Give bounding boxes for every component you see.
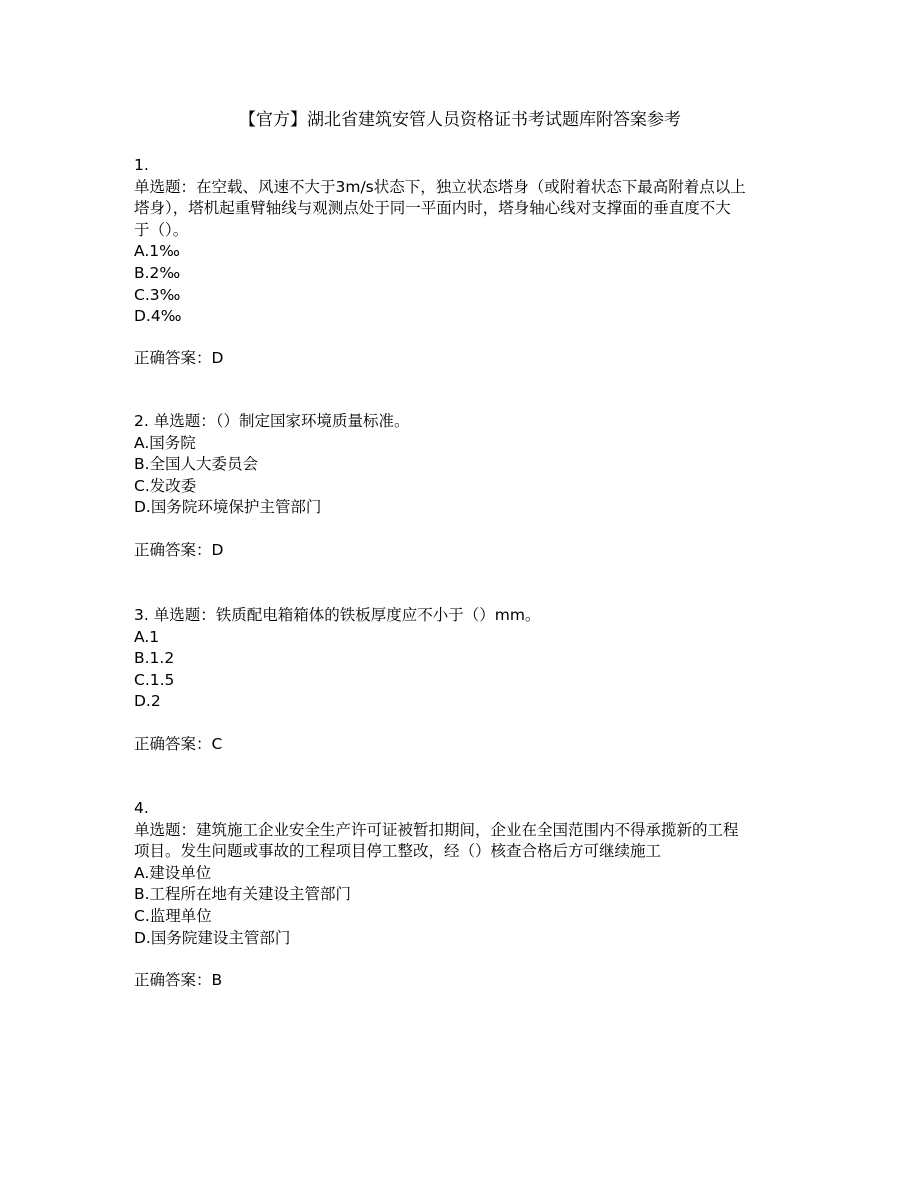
question-3-option-d: D.2 xyxy=(134,692,161,711)
question-4-option-a: A.建设单位 xyxy=(134,863,212,882)
question-2-answer: 正确答案：D xyxy=(134,541,224,559)
question-4-option-d: D.国务院建设主管部门 xyxy=(134,928,291,947)
question-1-answer: 正确答案：D xyxy=(134,349,224,367)
question-4 xyxy=(134,798,794,989)
question-3 xyxy=(134,605,794,753)
question-2-option-d: D.国务院环境保护主管部门 xyxy=(134,498,322,517)
question-1-stem-line-2: 塔身），塔机起重臂轴线与观测点处于同一平面内时，塔身轴心线对支撑面的垂直度不大 xyxy=(134,199,731,218)
question-1-option-d: D.4‰ xyxy=(134,307,182,326)
question-1-stem-line-1: 单选题：在空载、风速不大于3m/s状态下，独立状态塔身（或附着状态下最高附着点以上 xyxy=(134,177,746,196)
question-2 xyxy=(134,411,794,559)
question-3-stem: 3. 单选题：铁质配电箱箱体的铁板厚度应不小于（）mm。 xyxy=(134,606,541,624)
question-3-option-b: B.1.2 xyxy=(134,649,175,668)
question-4-stem-line-2: 项目。发生问题或事故的工程项目停工整改，经（）核查合格后方可继续施工 xyxy=(134,842,662,861)
question-2-option-b: B.全国人大委员会 xyxy=(134,455,259,474)
question-1 xyxy=(134,155,794,367)
question-1-option-b: B.2‰ xyxy=(134,263,181,282)
question-3-answer: 正确答案：C xyxy=(134,735,223,753)
question-1-option-c: C.3‰ xyxy=(134,285,181,304)
question-2-option-a: A.国务院 xyxy=(134,433,196,452)
question-3-option-c: C.1.5 xyxy=(134,670,175,689)
question-1-option-a: A.1‰ xyxy=(134,242,180,261)
question-1-number: 1. xyxy=(134,156,149,174)
question-2-option-c: C.发改委 xyxy=(134,476,197,495)
question-2-stem: 2. 单选题：（）制定国家环境质量标准。 xyxy=(134,412,410,430)
question-4-option-b: B.工程所在地有关建设主管部门 xyxy=(134,885,352,904)
question-4-answer: 正确答案：B xyxy=(134,971,223,989)
question-4-stem-line-1: 单选题：建筑施工企业安全生产许可证被暂扣期间，企业在全国范围内不得承揽新的工程 xyxy=(134,820,739,839)
question-4-option-c: C.监理单位 xyxy=(134,906,212,925)
document-title: 【官方】湖北省建筑安管人员资格证书考试题库附答案参考 xyxy=(239,110,681,130)
question-3-option-a: A.1 xyxy=(134,627,160,646)
question-4-number: 4. xyxy=(134,799,149,817)
question-1-stem-line-3: 于（）。 xyxy=(134,220,189,239)
